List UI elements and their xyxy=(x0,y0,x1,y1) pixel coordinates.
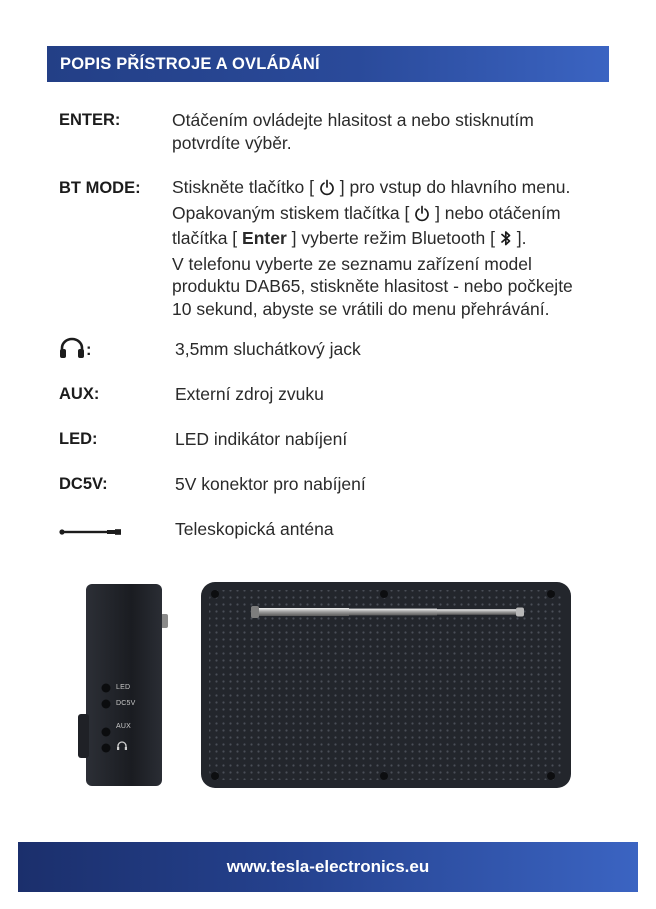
power-icon xyxy=(319,179,335,202)
bt-mode-label: BT MODE: xyxy=(59,179,141,197)
bt-desc-line5: produktu DAB65, stiskněte hlasitost - nebo počkejte xyxy=(172,276,573,296)
device-side-view xyxy=(78,580,178,790)
bt-line3-part-b: ] vyberte režim Bluetooth [ xyxy=(291,228,495,248)
antenna-description: Teleskopická anténa xyxy=(175,519,334,539)
headphone-label xyxy=(59,337,92,364)
bt-desc-line2 xyxy=(172,202,573,228)
led-port-label: LED xyxy=(116,684,131,691)
bt-line3-part-a: tlačítka [ xyxy=(172,228,238,248)
led-description: LED indikátor nabíjení xyxy=(175,429,348,449)
power-icon xyxy=(414,205,430,228)
bt-mode-description xyxy=(172,176,573,320)
enter-description xyxy=(172,109,534,154)
aux-description: Externí zdroj zvuku xyxy=(175,384,324,404)
dc5v-description: 5V konektor pro nabíjení xyxy=(175,474,366,494)
section-title: POPIS PŘÍSTROJE A OVLÁDÁNÍ xyxy=(60,54,320,73)
bt-desc-line1 xyxy=(172,176,573,202)
aux-label: AUX: xyxy=(59,385,100,403)
dc5v-label: DC5V: xyxy=(59,475,108,493)
bt-desc-line6: 10 sekund, abyste se vrátili do menu přehrávání. xyxy=(172,298,550,319)
aux-port-label: AUX xyxy=(116,723,131,730)
enter-desc-line2: potvrdíte výběr. xyxy=(172,132,292,153)
antenna-icon xyxy=(59,524,123,542)
bt-line1-part-a: Stiskněte tlačítko [ xyxy=(172,177,315,197)
enter-label: ENTER: xyxy=(59,111,121,129)
enter-desc-line1: Otáčením ovládejte hlasitost a nebo stisknutím xyxy=(172,110,534,130)
bt-desc-line4: V telefonu vyberte ze seznamu zařízení model xyxy=(172,253,532,274)
enter-keyword: Enter xyxy=(242,228,287,248)
bt-line1-part-b: ] pro vstup do hlavního menu. xyxy=(339,177,571,197)
led-label: LED: xyxy=(59,430,98,448)
headphone-description: 3,5mm sluchátkový jack xyxy=(175,339,361,359)
bt-line2-part-b: ] nebo otáčením xyxy=(435,202,561,223)
footer-bar xyxy=(18,842,638,892)
bt-line3-part-c: ]. xyxy=(516,228,527,248)
bluetooth-icon xyxy=(500,230,512,253)
headphone-colon: : xyxy=(86,341,92,359)
device-front-view xyxy=(199,580,573,792)
section-header xyxy=(47,46,609,82)
website-link[interactable]: www.tesla-electronics.eu xyxy=(226,857,430,876)
dc5v-port-label: DC5V xyxy=(116,700,136,707)
headphones-icon xyxy=(59,337,85,364)
bt-desc-line3 xyxy=(172,227,573,253)
bt-line2-part-a: Opakovaným stiskem tlačítka [ xyxy=(172,202,410,223)
